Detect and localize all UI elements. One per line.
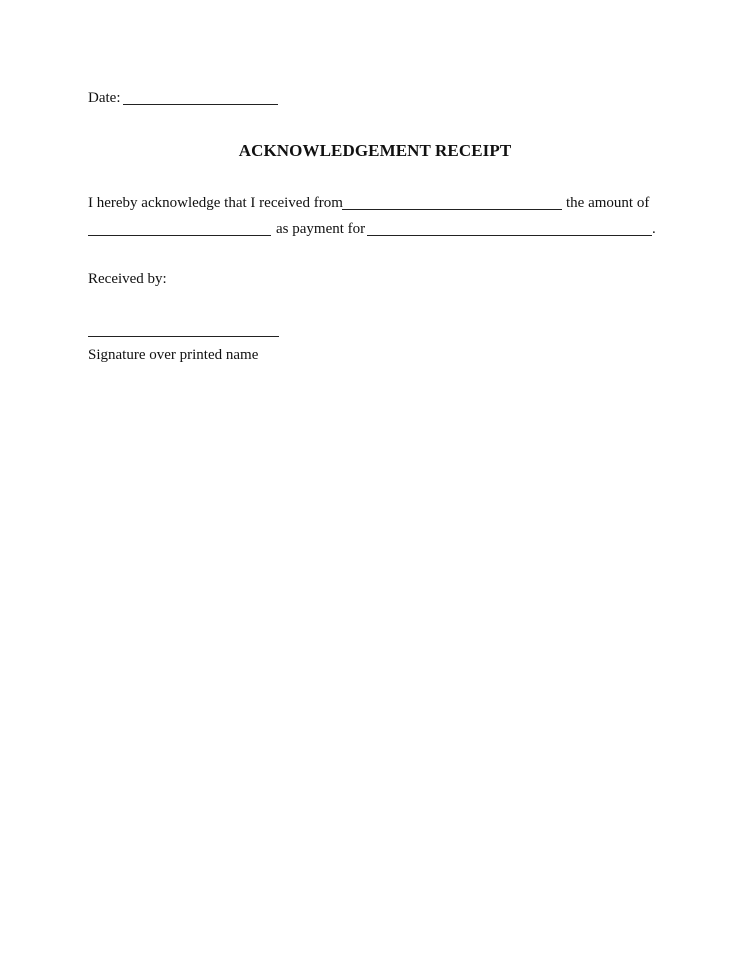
payer-name-field[interactable] [342, 209, 562, 210]
payment-purpose-field[interactable] [367, 235, 652, 236]
paragraph-end-punctuation: . [652, 221, 656, 237]
received-by-label: Received by: [88, 271, 167, 287]
amount-field[interactable] [88, 235, 271, 236]
signature-field[interactable] [88, 336, 279, 337]
signature-caption: Signature over printed name [88, 347, 259, 363]
date-field[interactable] [123, 104, 278, 105]
paragraph-text-received-from: I hereby acknowledge that I received from [88, 195, 343, 211]
paragraph-text-amount-of: the amount of [566, 195, 650, 211]
date-label: Date: [88, 90, 121, 106]
page-title: ACKNOWLEDGEMENT RECEIPT [238, 141, 512, 160]
paragraph-text-payment-for: as payment for [276, 221, 366, 237]
